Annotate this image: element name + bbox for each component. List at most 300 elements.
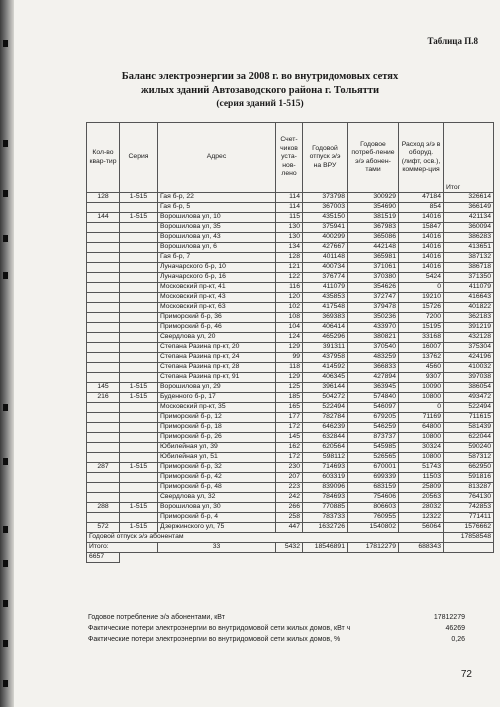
cell-seria xyxy=(120,373,158,383)
cell-sch: 130 xyxy=(276,233,303,243)
cell-seria: 1-515 xyxy=(120,383,158,393)
cell-kol xyxy=(87,473,120,483)
cell-kol: 216 xyxy=(87,393,120,403)
cell-kol: 128 xyxy=(87,193,120,203)
cell-ras: 56064 xyxy=(399,523,444,533)
cell-itog: 416643 xyxy=(444,293,494,303)
table-row xyxy=(87,463,494,473)
cell-adres: Гая б-р, 5 xyxy=(158,203,276,213)
cell-itog: 401822 xyxy=(444,303,494,313)
cell-pot: 354626 xyxy=(348,283,399,293)
cell-sch: 177 xyxy=(276,413,303,423)
table-row xyxy=(87,223,494,233)
cell-itog: 591816 xyxy=(444,473,494,483)
cell-kol xyxy=(87,283,120,293)
cell-seria xyxy=(120,333,158,343)
cell-pot: 365086 xyxy=(348,233,399,243)
table-row xyxy=(87,193,494,203)
cell-otp: 376774 xyxy=(303,273,348,283)
cell-pot: 760955 xyxy=(348,513,399,523)
cell-otp: 391311 xyxy=(303,343,348,353)
cell-itog: 421134 xyxy=(444,213,494,223)
cell-itog: 360094 xyxy=(444,223,494,233)
cell-kol xyxy=(87,263,120,273)
footer-value-3: 0,26 xyxy=(451,636,465,643)
cell-sch: 130 xyxy=(276,223,303,233)
cell-otp: 414592 xyxy=(303,363,348,373)
cell-sch: 114 xyxy=(276,193,303,203)
cell-otp: 504272 xyxy=(303,393,348,403)
table-row xyxy=(87,343,494,353)
cell-otp: 367003 xyxy=(303,203,348,213)
cell-ras: 10800 xyxy=(399,433,444,443)
itogo-row xyxy=(87,543,494,553)
table-row xyxy=(87,363,494,373)
cell-sch: 223 xyxy=(276,483,303,493)
cell-seria xyxy=(120,493,158,503)
binding-notch xyxy=(3,640,8,647)
cell-otp: 465296 xyxy=(303,333,348,343)
cell-seria xyxy=(120,353,158,363)
binding-notch xyxy=(3,272,8,279)
cell-adres: Степана Разина пр-кт, 91 xyxy=(158,373,276,383)
cell-otp: 620564 xyxy=(303,443,348,453)
cell-sch: 120 xyxy=(276,293,303,303)
cell-adres: Гая б-р, 22 xyxy=(158,193,276,203)
cell-adres: Приморский б-р, 26 xyxy=(158,433,276,443)
cell-seria: 1-515 xyxy=(120,193,158,203)
cell-otp: 783733 xyxy=(303,513,348,523)
cell-kol xyxy=(87,443,120,453)
cell-itog: 391219 xyxy=(444,323,494,333)
table-row xyxy=(87,503,494,513)
cell-ras: 14016 xyxy=(399,233,444,243)
cell-kol xyxy=(87,253,120,263)
cell-ras: 15847 xyxy=(399,223,444,233)
cell-kol xyxy=(87,453,120,463)
cell-pot: 379478 xyxy=(348,303,399,313)
cell-ras: 5424 xyxy=(399,273,444,283)
cell-ras: 13762 xyxy=(399,353,444,363)
itogo-kol: 6657 xyxy=(87,553,120,563)
cell-sch: 114 xyxy=(276,203,303,213)
cell-ras: 47184 xyxy=(399,193,444,203)
table-row xyxy=(87,373,494,383)
cell-pot: 683159 xyxy=(348,483,399,493)
cell-itog: 397038 xyxy=(444,373,494,383)
cell-seria xyxy=(120,453,158,463)
cell-ras: 19210 xyxy=(399,293,444,303)
table-row xyxy=(87,413,494,423)
cell-otp: 714693 xyxy=(303,463,348,473)
cell-seria xyxy=(120,403,158,413)
cell-otp: 435150 xyxy=(303,213,348,223)
cell-seria xyxy=(120,483,158,493)
cell-seria: 1-515 xyxy=(120,213,158,223)
cell-ras: 30324 xyxy=(399,443,444,453)
cell-otp: 770885 xyxy=(303,503,348,513)
cell-itog: 326614 xyxy=(444,193,494,203)
cell-pot: 380821 xyxy=(348,333,399,343)
cell-adres: Ворошилова ул, 30 xyxy=(158,503,276,513)
binding-notch xyxy=(3,235,8,242)
table-row xyxy=(87,523,494,533)
itogo-pot: 17812279 xyxy=(348,543,399,553)
cell-otp: 411079 xyxy=(303,283,348,293)
cell-ras: 12322 xyxy=(399,513,444,523)
table-row xyxy=(87,283,494,293)
cell-seria xyxy=(120,293,158,303)
cell-kol xyxy=(87,433,120,443)
header-rashod: Расход э/э в оборуд. (лифт, осв.), коммер-ция xyxy=(399,123,444,193)
table-row xyxy=(87,473,494,483)
cell-seria xyxy=(120,303,158,313)
cell-itog: 493472 xyxy=(444,393,494,403)
cell-itog: 590240 xyxy=(444,443,494,453)
cell-ras: 10800 xyxy=(399,453,444,463)
cell-ras: 64800 xyxy=(399,423,444,433)
cell-adres: Московский пр-кт, 63 xyxy=(158,303,276,313)
cell-otp: 396144 xyxy=(303,383,348,393)
binding-notch xyxy=(3,560,8,567)
cell-sch: 128 xyxy=(276,253,303,263)
cell-ras: 51743 xyxy=(399,463,444,473)
cell-sch: 172 xyxy=(276,423,303,433)
cell-sch: 108 xyxy=(276,313,303,323)
cell-itog: 410032 xyxy=(444,363,494,373)
cell-ras: 9307 xyxy=(399,373,444,383)
cell-kol xyxy=(87,353,120,363)
cell-adres: Ворошилова ул, 43 xyxy=(158,233,276,243)
cell-adres: Московский пр-кт, 41 xyxy=(158,283,276,293)
table-row xyxy=(87,393,494,403)
cell-adres: Приморский б-р, 46 xyxy=(158,323,276,333)
cell-pot: 526565 xyxy=(348,453,399,463)
header-potreb: Годовое потреб-ление э/э абонен-тами xyxy=(348,123,399,193)
cell-adres: Приморский б-р, 42 xyxy=(158,473,276,483)
cell-sch: 118 xyxy=(276,363,303,373)
cell-sch: 162 xyxy=(276,443,303,453)
cell-pot: 367983 xyxy=(348,223,399,233)
cell-ras: 0 xyxy=(399,283,444,293)
cell-pot: 381519 xyxy=(348,213,399,223)
cell-pot: 545985 xyxy=(348,443,399,453)
table-row xyxy=(87,453,494,463)
cell-seria xyxy=(120,273,158,283)
cell-adres: Свердлова ул, 32 xyxy=(158,493,276,503)
cell-itog: 742853 xyxy=(444,503,494,513)
cell-kol xyxy=(87,293,120,303)
cell-kol xyxy=(87,483,120,493)
binding-notch xyxy=(3,404,8,411)
cell-itog: 1576662 xyxy=(444,523,494,533)
table-row xyxy=(87,293,494,303)
cell-pot: 679205 xyxy=(348,413,399,423)
cell-seria xyxy=(120,253,158,263)
cell-otp: 427667 xyxy=(303,243,348,253)
cell-kol xyxy=(87,233,120,243)
cell-pot: 365981 xyxy=(348,253,399,263)
cell-sch: 185 xyxy=(276,393,303,403)
table-row xyxy=(87,313,494,323)
title-line-3: (серия зданий 1-515) xyxy=(216,99,304,109)
cell-seria xyxy=(120,243,158,253)
cell-otp: 603319 xyxy=(303,473,348,483)
itogo-count: 33 xyxy=(158,543,276,553)
cell-ras: 15195 xyxy=(399,323,444,333)
cell-itog: 413651 xyxy=(444,243,494,253)
cell-seria xyxy=(120,263,158,273)
cell-otp: 437958 xyxy=(303,353,348,363)
table-row xyxy=(87,403,494,413)
cell-adres: Ворошилова ул, 29 xyxy=(158,383,276,393)
cell-otp: 400734 xyxy=(303,263,348,273)
cell-kol xyxy=(87,243,120,253)
cell-adres: Степана Разина пр-кт, 28 xyxy=(158,363,276,373)
cell-pot: 366833 xyxy=(348,363,399,373)
cell-pot: 427894 xyxy=(348,373,399,383)
cell-itog: 581439 xyxy=(444,423,494,433)
cell-itog: 375304 xyxy=(444,343,494,353)
cell-sch: 124 xyxy=(276,333,303,343)
cell-sch: 447 xyxy=(276,523,303,533)
cell-otp: 598112 xyxy=(303,453,348,463)
binding-notch xyxy=(3,190,8,197)
table-row xyxy=(87,213,494,223)
cell-pot: 300929 xyxy=(348,193,399,203)
cell-kol xyxy=(87,513,120,523)
cell-seria xyxy=(120,443,158,453)
cell-pot: 546259 xyxy=(348,423,399,433)
table-number: Таблица П.8 xyxy=(427,36,478,46)
cell-seria: 1-515 xyxy=(120,523,158,533)
cell-otp: 400299 xyxy=(303,233,348,243)
cell-itog: 366149 xyxy=(444,203,494,213)
cell-adres: Ворошилова ул, 35 xyxy=(158,223,276,233)
cell-sch: 122 xyxy=(276,273,303,283)
cell-sch: 121 xyxy=(276,263,303,273)
cell-sch: 129 xyxy=(276,373,303,383)
annual-row xyxy=(87,533,494,543)
table-row xyxy=(87,243,494,253)
cell-itog: 424196 xyxy=(444,353,494,363)
cell-pot: 442148 xyxy=(348,243,399,253)
cell-itog: 711615 xyxy=(444,413,494,423)
table-row xyxy=(87,493,494,503)
cell-otp: 646239 xyxy=(303,423,348,433)
cell-pot: 873737 xyxy=(348,433,399,443)
cell-seria xyxy=(120,433,158,443)
footer-value-1: 17812279 xyxy=(433,614,465,621)
page-number: 72 xyxy=(460,669,472,680)
cell-ras: 15726 xyxy=(399,303,444,313)
cell-sch: 207 xyxy=(276,473,303,483)
itogo-label: Итого: xyxy=(87,543,158,553)
table-row xyxy=(87,253,494,263)
table-row xyxy=(87,203,494,213)
cell-otp: 522494 xyxy=(303,403,348,413)
cell-otp: 782784 xyxy=(303,413,348,423)
cell-sch: 145 xyxy=(276,433,303,443)
cell-sch: 115 xyxy=(276,213,303,223)
cell-ras: 0 xyxy=(399,403,444,413)
table-row xyxy=(87,423,494,433)
cell-pot: 372747 xyxy=(348,293,399,303)
cell-seria xyxy=(120,313,158,323)
binding-notch xyxy=(3,600,8,607)
cell-sch: 134 xyxy=(276,243,303,253)
cell-adres: Юбилейная ул, 51 xyxy=(158,453,276,463)
annual-row-value: 17858548 xyxy=(444,533,494,543)
cell-adres: Юбилейная ул, 39 xyxy=(158,443,276,453)
cell-kol xyxy=(87,373,120,383)
cell-pot: 350236 xyxy=(348,313,399,323)
cell-pot: 370540 xyxy=(348,343,399,353)
header-kol: Кол-во квар-тир xyxy=(87,123,120,193)
header-seria: Серия xyxy=(120,123,158,193)
cell-kol xyxy=(87,273,120,283)
cell-adres: Приморский б-р, 4 xyxy=(158,513,276,523)
cell-kol xyxy=(87,313,120,323)
cell-seria xyxy=(120,233,158,243)
cell-sch: 99 xyxy=(276,353,303,363)
cell-adres: Ворошилова ул, 10 xyxy=(158,213,276,223)
cell-pot: 1540802 xyxy=(348,523,399,533)
table-row xyxy=(87,233,494,243)
cell-kol xyxy=(87,363,120,373)
cell-adres: Степана Разина пр-кт, 20 xyxy=(158,343,276,353)
cell-itog: 771411 xyxy=(444,513,494,523)
cell-kol xyxy=(87,413,120,423)
itogo-ras: 688343 xyxy=(399,543,444,553)
cell-otp: 784693 xyxy=(303,493,348,503)
cell-otp: 435853 xyxy=(303,293,348,303)
cell-pot: 363945 xyxy=(348,383,399,393)
cell-adres: Московский пр-кт, 43 xyxy=(158,293,276,303)
cell-ras: 10090 xyxy=(399,383,444,393)
cell-pot: 546097 xyxy=(348,403,399,413)
cell-kol: 287 xyxy=(87,463,120,473)
cell-otp: 417548 xyxy=(303,303,348,313)
cell-itog: 411079 xyxy=(444,283,494,293)
cell-adres: Приморский б-р, 18 xyxy=(158,423,276,433)
cell-otp: 1632726 xyxy=(303,523,348,533)
cell-seria xyxy=(120,283,158,293)
cell-ras: 11503 xyxy=(399,473,444,483)
cell-itog: 386283 xyxy=(444,233,494,243)
cell-ras: 14016 xyxy=(399,243,444,253)
header-adres: Адрес xyxy=(158,123,276,193)
cell-kol xyxy=(87,423,120,433)
cell-ras: 14016 xyxy=(399,213,444,223)
cell-otp: 373798 xyxy=(303,193,348,203)
cell-itog: 371350 xyxy=(444,273,494,283)
cell-seria: 1-515 xyxy=(120,463,158,473)
balance-table xyxy=(86,122,494,563)
cell-pot: 371061 xyxy=(348,263,399,273)
table-row xyxy=(87,513,494,523)
cell-otp: 632844 xyxy=(303,433,348,443)
itogo-sch: 5432 xyxy=(276,543,303,553)
cell-seria xyxy=(120,343,158,353)
cell-sch: 242 xyxy=(276,493,303,503)
cell-adres: Приморский б-р, 12 xyxy=(158,413,276,423)
footer-label-2: Фактические потери электроэнергии во внутридомовой сети жилых домов, кВт ч xyxy=(88,625,351,632)
cell-otp: 375941 xyxy=(303,223,348,233)
title-line-1: Баланс электроэнергии за 2008 г. во внутридомовых сетях xyxy=(121,71,399,82)
cell-itog: 622044 xyxy=(444,433,494,443)
cell-adres: Московский пр-кт, 35 xyxy=(158,403,276,413)
cell-ras: 28032 xyxy=(399,503,444,513)
cell-sch: 266 xyxy=(276,503,303,513)
cell-adres: Луначарского б-р, 16 xyxy=(158,273,276,283)
table-row xyxy=(87,263,494,273)
cell-sch: 172 xyxy=(276,453,303,463)
cell-adres: Ворошилова ул, 6 xyxy=(158,243,276,253)
table-row xyxy=(87,353,494,363)
cell-itog: 587312 xyxy=(444,453,494,463)
cell-adres: Приморский б-р, 36 xyxy=(158,313,276,323)
cell-sch: 165 xyxy=(276,403,303,413)
table-row xyxy=(87,483,494,493)
cell-ras: 4560 xyxy=(399,363,444,373)
header-otpusk: Годовой отпуск э/э на ВРУ xyxy=(303,123,348,193)
table-row xyxy=(87,433,494,443)
cell-sch: 129 xyxy=(276,343,303,353)
cell-ras: 16007 xyxy=(399,343,444,353)
cell-adres: Приморский б-р, 48 xyxy=(158,483,276,493)
title-line-2: жилых зданий Автозаводского района г. Тольятти xyxy=(140,85,380,96)
footer-label-1: Годовое потребление э/э абонентами, кВт xyxy=(88,614,225,621)
cell-ras: 10800 xyxy=(399,393,444,403)
cell-itog: 386054 xyxy=(444,383,494,393)
cell-seria xyxy=(120,513,158,523)
cell-adres: Дзержинского ул, 75 xyxy=(158,523,276,533)
cell-seria: 1-515 xyxy=(120,503,158,513)
cell-pot: 806603 xyxy=(348,503,399,513)
binding-notch xyxy=(3,458,8,465)
cell-itog: 662950 xyxy=(444,463,494,473)
cell-pot: 754606 xyxy=(348,493,399,503)
cell-kol xyxy=(87,323,120,333)
cell-otp: 839096 xyxy=(303,483,348,493)
cell-kol xyxy=(87,203,120,213)
header-schetchikov: Счет-чиков уста-нов-лено xyxy=(276,123,303,193)
footer-label-3: Фактические потери электроэнергии во внутридомовой сети жилых домов, % xyxy=(88,636,341,643)
cell-sch: 102 xyxy=(276,303,303,313)
footer-value-2: 46269 xyxy=(445,625,465,632)
table-row xyxy=(87,443,494,453)
cell-sch: 104 xyxy=(276,323,303,333)
binding-notch xyxy=(3,40,8,47)
cell-sch: 116 xyxy=(276,283,303,293)
cell-seria xyxy=(120,413,158,423)
cell-adres: Степана Разина пр-кт, 24 xyxy=(158,353,276,363)
cell-pot: 483259 xyxy=(348,353,399,363)
binding-notch xyxy=(3,680,8,687)
cell-otp: 369383 xyxy=(303,313,348,323)
cell-itog: 432128 xyxy=(444,333,494,343)
cell-adres: Буденного б-р, 17 xyxy=(158,393,276,403)
itogo-otp: 18546891 xyxy=(303,543,348,553)
cell-seria xyxy=(120,473,158,483)
table-row xyxy=(87,383,494,393)
cell-seria xyxy=(120,203,158,213)
cell-adres: Гая б-р, 7 xyxy=(158,253,276,263)
cell-adres: Свердлова ул, 20 xyxy=(158,333,276,343)
binding-notch xyxy=(3,526,8,533)
cell-pot: 670001 xyxy=(348,463,399,473)
